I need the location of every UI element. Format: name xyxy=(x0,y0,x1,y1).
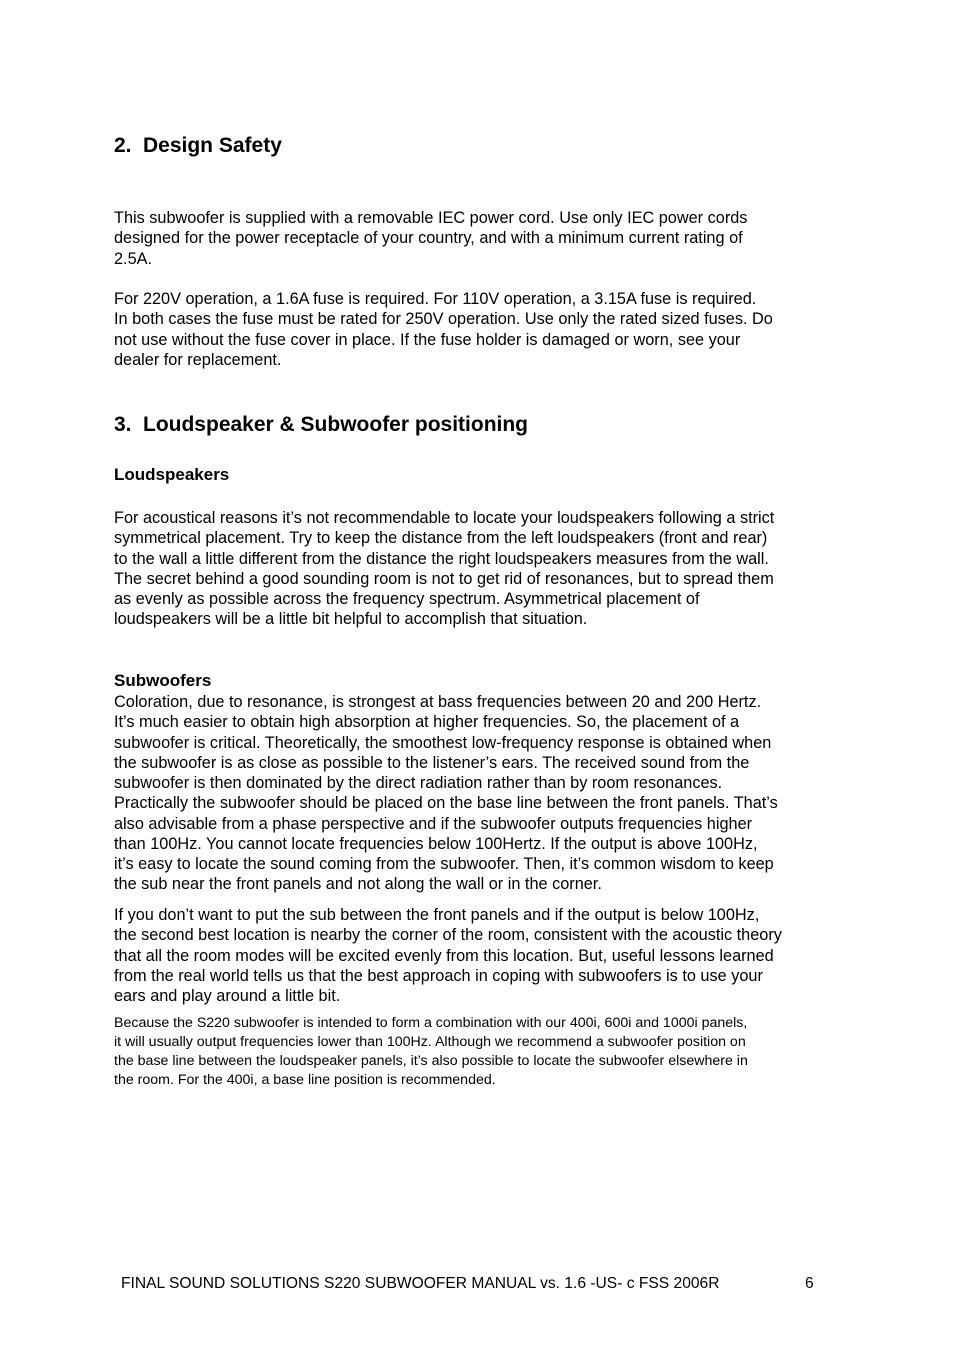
text-line: it will usually output frequencies lower than 100Hz. Although we recommend a subwoofer position on xyxy=(114,1034,746,1050)
text-line: In both cases the fuse must be rated for 250V operation. Use only the rated sized fuses. Do xyxy=(114,310,773,329)
subwoofers-heading: Subwoofers xyxy=(114,671,212,690)
text-line: Coloration, due to resonance, is strongest at bass frequencies between 20 and 200 Hertz. xyxy=(114,693,762,711)
text-line: the second best location is nearby the corner of the room, consistent with the acoustic theory xyxy=(114,926,782,945)
subwoofers-paragraph-2 xyxy=(114,905,844,1006)
section-title: Design Safety xyxy=(143,134,282,157)
loudspeakers-paragraph xyxy=(114,508,844,630)
page-footer xyxy=(121,1274,814,1294)
text-line: loudspeakers will be a little bit helpful to accomplish that situation. xyxy=(114,610,588,629)
text-line: the sub near the front panels and not along the wall or in the corner. xyxy=(114,875,602,894)
text-line: Practically the subwoofer should be placed on the base line between the front panels. That’s xyxy=(114,794,778,813)
text-line: For acoustical reasons it’s not recommendable to locate your loudspeakers following a strict xyxy=(114,509,775,527)
text-line: the room. For the 400i, a base line position is recommended. xyxy=(114,1072,496,1088)
text-line: it’s easy to locate the sound coming from the subwoofer. Then, it’s common wisdom to keep xyxy=(114,855,774,873)
text-line: not use without the fuse cover in place. If the fuse holder is damaged or worn, see your xyxy=(114,330,741,349)
text-line: designed for the power receptacle of your country, and with a minimum current rating of xyxy=(114,229,743,248)
fuse-paragraph xyxy=(114,289,844,370)
text-line: The secret behind a good sounding room is not to get rid of resonances, but to spread them xyxy=(114,569,774,588)
text-line: If you don’t want to put the sub between the front panels and if the output is below 100Hz, xyxy=(114,906,760,924)
text-line: 2.5A. xyxy=(114,249,153,268)
text-line: as evenly as possible across the frequency spectrum. Asymmetrical placement of xyxy=(114,590,700,608)
section-title: Loudspeaker & Subwoofer positioning xyxy=(143,413,529,436)
section-number: 3. xyxy=(114,413,132,436)
s220-note-paragraph xyxy=(114,1014,844,1090)
text-line: ears and play around a little bit. xyxy=(114,987,341,1005)
positioning-heading xyxy=(114,412,528,438)
text-line: subwoofer is critical. Theoretically, the smoothest low-frequency response is obtained when xyxy=(114,733,772,752)
text-line: that all the room modes will be excited evenly from this location. But, useful lessons learned xyxy=(114,946,774,965)
page-number: 6 xyxy=(805,1275,814,1292)
footer-text: FINAL SOUND SOLUTIONS S220 SUBWOOFER MANUAL vs. 1.6 -US- c FSS 2006R xyxy=(121,1275,720,1292)
text-line: to the wall a little different from the distance the right loudspeakers measures from the wall. xyxy=(114,549,769,568)
text-line: It’s much easier to obtain high absorption at higher frequencies. So, the placement of a xyxy=(114,713,740,732)
power-cord-paragraph xyxy=(114,208,844,269)
text-line: the base line between the loudspeaker panels, it’s also possible to locate the subwoofer elsewhere in xyxy=(114,1053,748,1069)
text-line: subwoofer is then dominated by the direct radiation rather than by room resonances. xyxy=(114,774,723,792)
loudspeakers-heading: Loudspeakers xyxy=(114,465,230,484)
text-line: For 220V operation, a 1.6A fuse is required. For 110V operation, a 3.15A fuse is required. xyxy=(114,290,757,308)
text-line: Because the S220 subwoofer is intended to form a combination with our 400i, 600i and 1000i panels, xyxy=(114,1015,748,1031)
text-line: from the real world tells us that the best approach in coping with subwoofers is to use your xyxy=(114,966,763,985)
subwoofers-paragraph-1 xyxy=(114,692,844,895)
text-line: than 100Hz. You cannot locate frequencies below 100Hertz. If the output is above 100Hz, xyxy=(114,834,758,853)
text-line: also advisable from a phase perspective and if the subwoofer outputs frequencies higher xyxy=(114,814,753,833)
design-safety-heading xyxy=(114,133,282,159)
text-line: the subwoofer is as close as possible to the listener’s ears. The received sound from the xyxy=(114,753,750,772)
section-number: 2. xyxy=(114,134,132,157)
text-line: dealer for replacement. xyxy=(114,350,282,369)
text-line: symmetrical placement. Try to keep the distance from the left loudspeakers (front and rear) xyxy=(114,529,768,548)
text-line: This subwoofer is supplied with a removable IEC power cord. Use only IEC power cords xyxy=(114,209,748,227)
